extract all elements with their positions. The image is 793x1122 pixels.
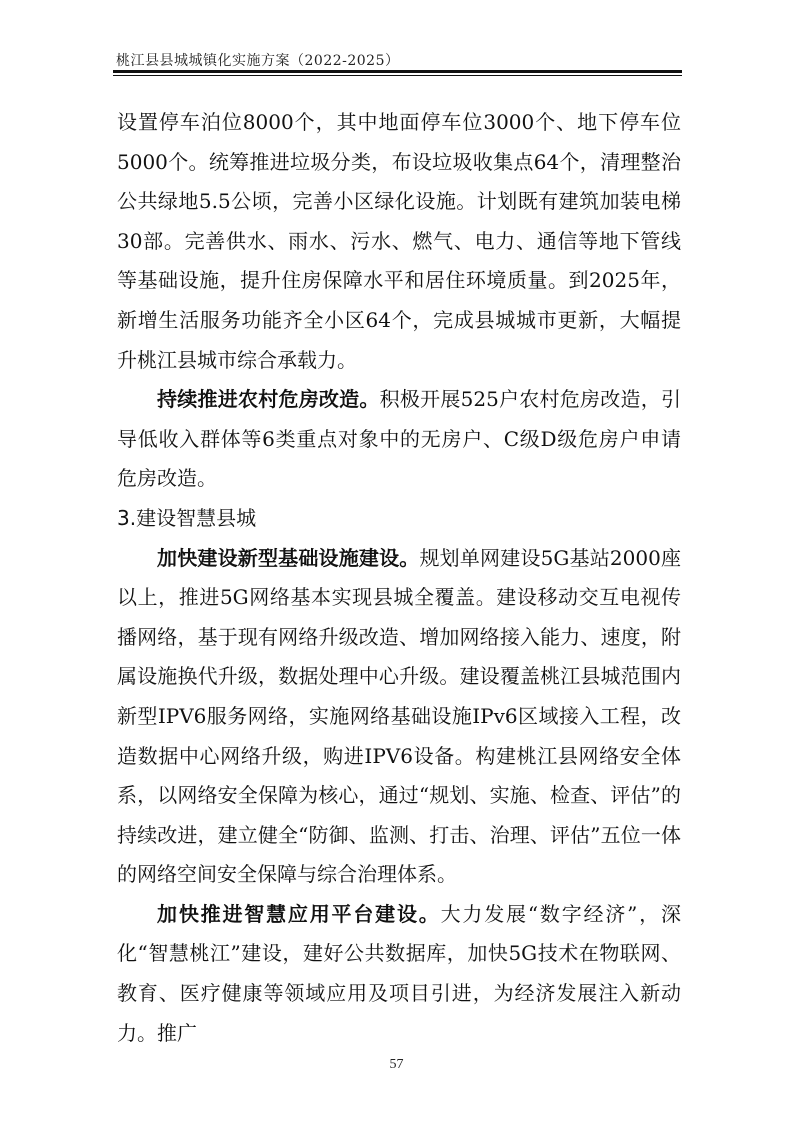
- paragraph-text: 积极开展525户农村危房改造，引导低收入群体等6类重点对象中的无房户、C级D级危房户申请危房改造。: [117, 387, 681, 491]
- page-number: 57: [389, 1057, 404, 1072]
- paragraph-text: 规划单网建设5G基站2000座以上，推进5G网络基本实现县城全覆盖。建设移动交互电视传播网络，基于现有网络升级改造、增加网络接入能力、速度，附属设施换代升级，数据处理中心升级。建设覆盖桃江县城范围内新型IPV6服务网络，实施网络基础设施IPv6区域接入工程，改造数据中心网络升级，购进IPV6设备。构建桃江县网络安全体系，以网络安全保障为核心，通过“规划、实施、检查、评估”的持续改进，建立健全“防御、监测、打击、治理、评估”五位一体的网络空间安全保障与综合治理体系。: [117, 545, 681, 887]
- paragraph-lead: 加快推进智慧应用平台建设。: [157, 901, 441, 926]
- header-rule-thin: [113, 75, 682, 76]
- paragraph-lead: 持续推进农村危房改造。: [157, 387, 380, 412]
- body-text: [117, 103, 681, 1053]
- header-rule-thick: [113, 70, 682, 73]
- paragraph-text: 大力发展“数字经济”，深化“智慧桃江”建设，建好公共数据库，加快5G技术在物联网、教育、医疗健康等领域应用及项目引进，为经济发展注入新动力。推广: [117, 901, 682, 1045]
- paragraph-rural-housing: [117, 380, 681, 499]
- section-heading: 3.建设智慧县城: [117, 505, 257, 530]
- paragraph-infrastructure: [117, 539, 681, 895]
- running-header: 桃江县县城城镇化实施方案（2022-2025）: [116, 53, 400, 69]
- paragraph-lead: 加快建设新型基础设施建设。: [157, 545, 420, 570]
- paragraph-continued: 设置停车泊位8000个，其中地面停车位3000个、地下停车位5000个。统筹推进垃圾分类，布设垃圾收集点64个，清理整治公共绿地5.5公顷，完善小区绿化设施。计划既有建筑加装电梯30部。完善供水、雨水、污水、燃气、电力、通信等地下管线等基础设施，提升住房保障水平和居住环境质量。到2025年，新增生活服务功能齐全小区64个，完成县城城市更新，大幅提升桃江县城市综合承载力。: [117, 110, 681, 372]
- paragraph-smart-platform: [117, 895, 681, 1053]
